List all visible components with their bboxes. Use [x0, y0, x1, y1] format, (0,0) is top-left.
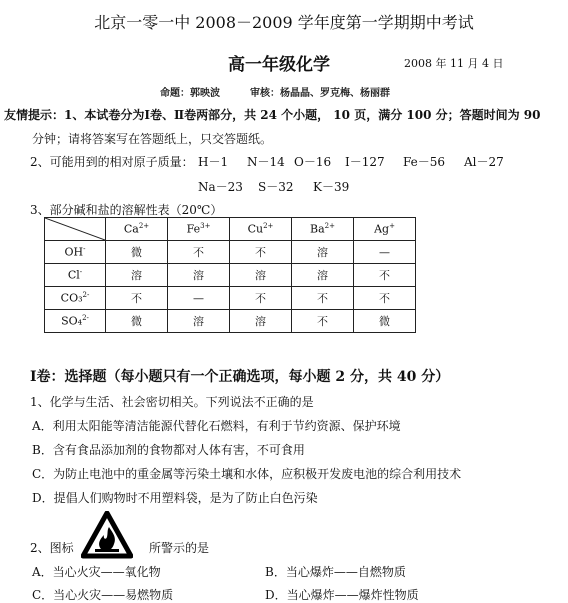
atomic-mass-label: 2、可能用到的相对原子质量： — [30, 155, 194, 169]
table-cell: 溶 — [230, 310, 292, 333]
table-cell: 不 — [230, 287, 292, 310]
corner-cell — [45, 218, 106, 241]
atomic-mass-al: Al－27 — [464, 155, 504, 169]
cation-ag: Ag+ — [354, 218, 416, 241]
table-row — [45, 310, 416, 333]
table-caption: 3、部分碱和盐的溶解性表（20℃） — [30, 203, 223, 217]
table-cell: 微 — [354, 310, 416, 333]
atomic-mass-h: H－1 — [198, 155, 229, 169]
table-cell: 溶 — [292, 264, 354, 287]
table-cell: 微 — [106, 241, 168, 264]
cation-cu: $Cu^{2+}$ — [230, 218, 292, 241]
table-header-row — [45, 218, 416, 241]
q1-option-c: C．为防止电池中的重金属等污染土壤和水体，应积极开发废电池的综合利用技术 — [32, 467, 462, 481]
cation-ba: $Ba^{2+}$ — [292, 218, 354, 241]
q2-stem-post: 所警示的是 — [149, 541, 210, 555]
table-cell: 不 — [168, 241, 230, 264]
table-cell: 不 — [292, 287, 354, 310]
atomic-mass-k: K－39 — [313, 180, 350, 194]
table-row — [45, 264, 416, 287]
table-row — [45, 287, 416, 310]
atomic-mass-o: O－16 — [294, 155, 332, 169]
table-cell: — — [354, 241, 416, 264]
flammable-hazard-icon — [81, 511, 133, 559]
table-cell: 溶 — [168, 310, 230, 333]
q2-option-d: D．当心爆炸——爆炸性物质 — [265, 588, 419, 602]
exam-title: 北京一零一中 2008－2009 学年度第一学期期中考试 — [94, 13, 474, 32]
atomic-mass-na: Na－23 — [198, 180, 243, 194]
cation-ca: $Ca^{2+}$ — [106, 218, 168, 241]
q2-stem-pre: 2、图标 — [30, 541, 74, 555]
notes-line-2: 分钟；请将答案写在答题纸上，只交答题纸。 — [32, 132, 273, 146]
table-row — [45, 241, 416, 264]
table-cell: 溶 — [292, 241, 354, 264]
table-cell: — — [168, 287, 230, 310]
table-cell: 不 — [354, 287, 416, 310]
credits-line: 命题：郭映波 审核：杨晶晶、罗克梅、杨丽群 — [160, 88, 390, 99]
table-cell: 溶 — [168, 264, 230, 287]
q1-option-a: A．利用太阳能等清洁能源代替化石燃料，有利于节约资源、保护环境 — [32, 419, 401, 433]
table-cell: 不 — [230, 241, 292, 264]
anion-oh: OH- — [45, 241, 106, 264]
solubility-table — [44, 217, 416, 333]
section-heading: Ⅰ卷：选择题（每小题只有一个正确选项，每小题 2 分，共 40 分） — [30, 369, 450, 385]
table-cell: 溶 — [230, 264, 292, 287]
atomic-mass-i: I－127 — [345, 155, 385, 169]
diagonal-line — [45, 218, 105, 240]
anion-so4: SO₄$^{2-}$ — [45, 310, 106, 333]
atomic-mass-s: S－32 — [258, 180, 294, 194]
exam-date: 2008 年 11 月 4 日 — [404, 57, 504, 70]
table-cell: 不 — [354, 264, 416, 287]
atomic-mass-fe: Fe－56 — [403, 155, 446, 169]
cation-fe: $Fe^{3+}$ — [168, 218, 230, 241]
subject-title: 高一年级化学 — [228, 55, 330, 75]
q1-option-d: D．提倡人们购物时不用塑料袋，是为了防止白色污染 — [32, 491, 318, 505]
q2-option-a: A．当心火灾——氧化物 — [32, 565, 161, 579]
anion-cl: Cl- — [45, 264, 106, 287]
anion-co3: CO₃$^{2-}$ — [45, 287, 106, 310]
table-cell: 不 — [292, 310, 354, 333]
table-cell: 不 — [106, 287, 168, 310]
q2-option-c: C．当心火灾——易燃物质 — [32, 588, 174, 602]
table-cell: 微 — [106, 310, 168, 333]
q2-option-b: B．当心爆炸——自燃物质 — [265, 565, 406, 579]
q1-stem: 1、化学与生活、社会密切相关。下列说法不正确的是 — [30, 395, 314, 409]
atomic-mass-n: N－14 — [247, 155, 285, 169]
table-cell: 溶 — [106, 264, 168, 287]
q1-option-b: B．含有食品添加剂的食物都对人体有害，不可食用 — [32, 443, 305, 457]
notes-line-1: 友情提示：1、本试卷分为Ⅰ卷、Ⅱ卷两部分，共 24 个小题， 10 页，满分 100 分；答题时间为 90 — [4, 108, 541, 122]
